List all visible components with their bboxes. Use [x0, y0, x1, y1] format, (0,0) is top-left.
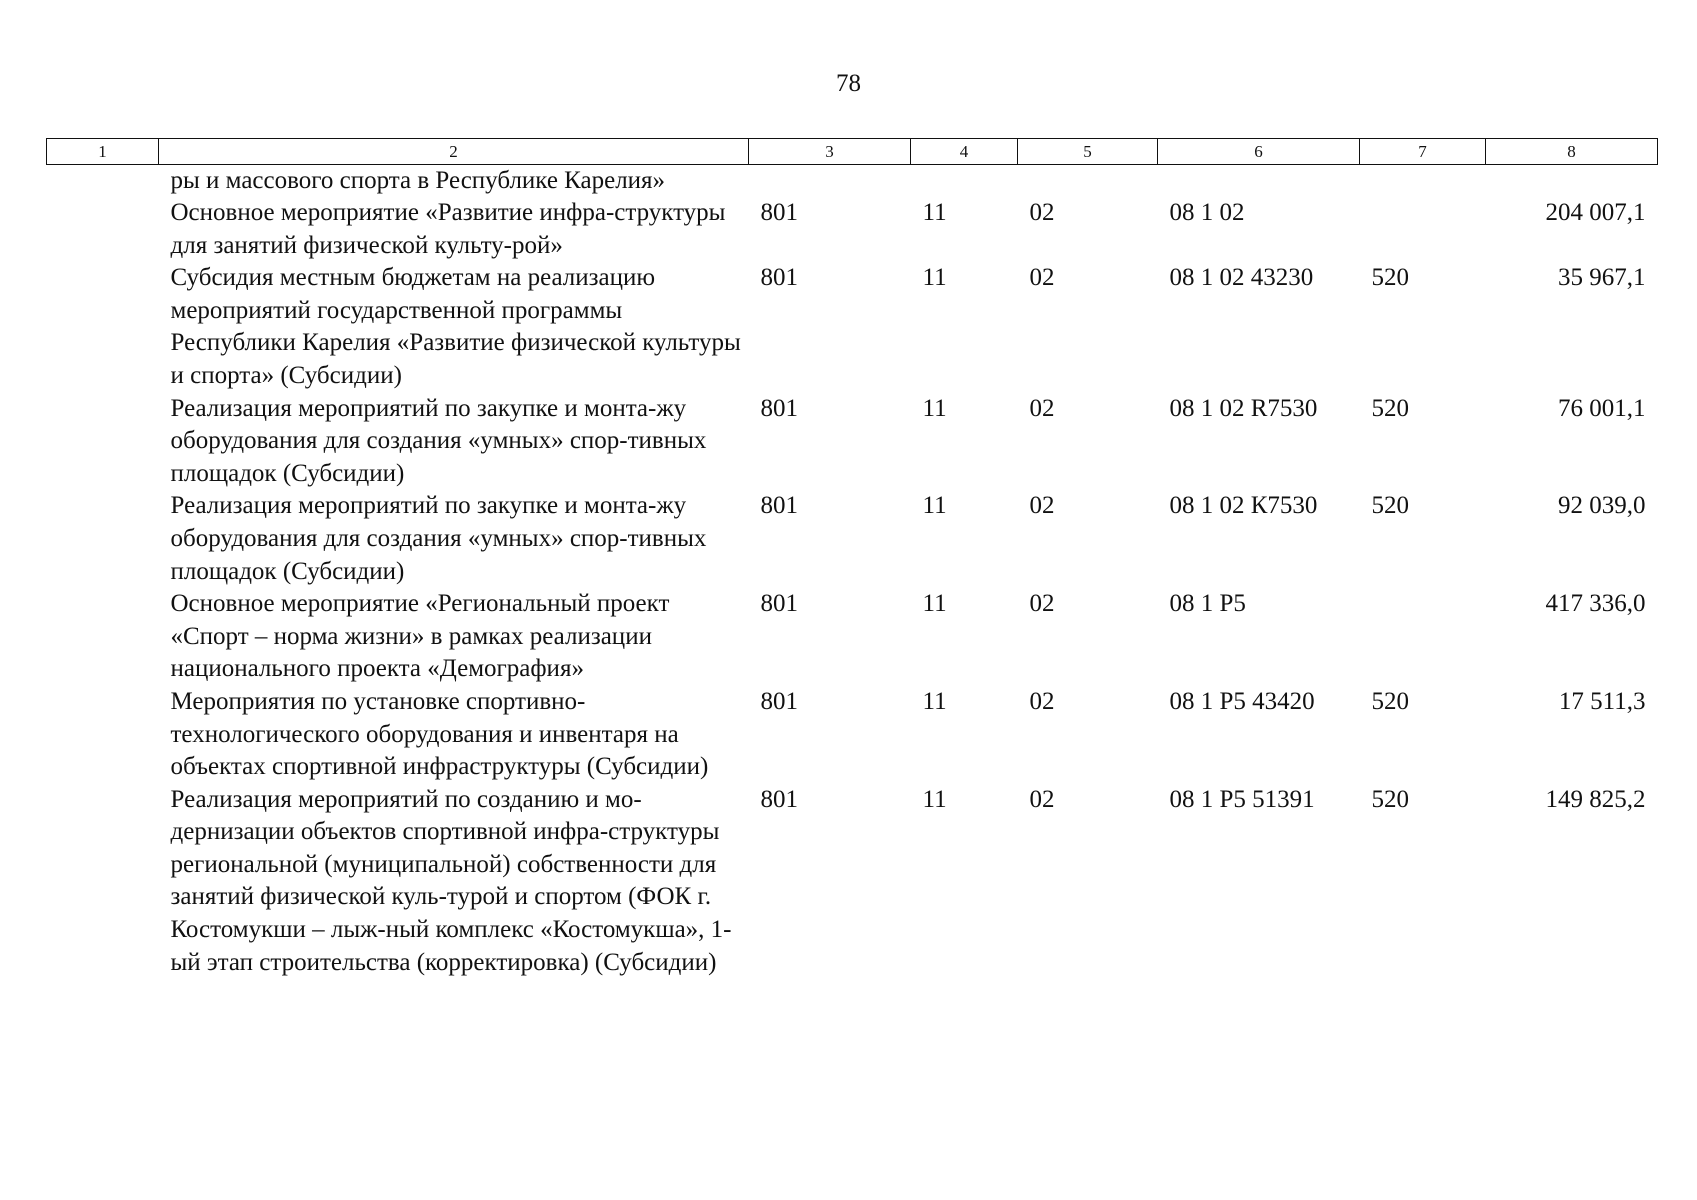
table-row	[47, 262, 1658, 392]
cell-col7	[1360, 197, 1486, 262]
cell-col5: 02	[1029, 492, 1055, 520]
cell-col4: 11	[922, 264, 947, 292]
row-description: Мероприятия по установке спортивно-технологического оборудования и инвентаря на объектах спортивной инфраструктуры (Субсидии)	[170, 687, 709, 781]
cell-amount: 92 039,0	[1558, 492, 1646, 520]
cell-col5: 02	[1029, 687, 1055, 715]
cell-col6: 08 1 02 К7530	[1169, 492, 1318, 520]
column-header: 5	[1018, 139, 1158, 165]
cell-col6: 08 1 P5 51391	[1169, 785, 1315, 813]
page-number: 78	[836, 70, 861, 97]
cell-col7: 520	[1371, 785, 1409, 813]
continuation-row	[47, 165, 1658, 198]
cell-col3: 801	[760, 264, 798, 292]
cell-col7: 520	[1371, 492, 1409, 520]
cell-col4: 11	[922, 394, 947, 422]
table-row	[47, 393, 1658, 491]
cell-col5: 02	[1029, 785, 1055, 813]
column-header: 7	[1360, 139, 1486, 165]
cell-col4: 11	[922, 687, 947, 715]
column-header: 2	[159, 139, 749, 165]
column-number-header-row	[47, 139, 1658, 165]
cell-amount: 204 007,1	[1545, 199, 1646, 226]
cell-amount: 417 336,0	[1545, 590, 1646, 618]
cell-amount: 149 825,2	[1545, 785, 1646, 813]
column-header: 8	[1486, 139, 1658, 165]
row-description: Основное мероприятие «Региональный проект «Спорт – норма жизни» в рамках реализации национального проекта «Демография»	[170, 590, 670, 683]
row-description: Реализация мероприятий по созданию и мо-дернизации объектов спортивной инфра-структуры региональной (муниципальной) собственности для занятий физической куль-турой и спортом (ФОК г. Костомукши – лыж-ный комплекс «Костомукша», 1-ый этап строительства (корректировка) (Субсидии)	[170, 785, 732, 976]
row-description: Реализация мероприятий по закупке и монта-жу оборудования для создания «умных» спор-тивных площадок (Субсидии)	[170, 394, 707, 487]
cell-col3: 801	[760, 394, 798, 422]
column-header: 3	[749, 139, 911, 165]
cell-col7: 520	[1371, 687, 1409, 715]
continuation-text: ры и массового спорта в Республике Карелия»	[170, 167, 666, 194]
column-header: 4	[911, 139, 1018, 165]
cell-col3: 801	[760, 785, 798, 813]
cell-col7	[1360, 588, 1486, 686]
cell-col6: 08 1 02 R7530	[1169, 394, 1318, 422]
cell-col7: 520	[1371, 394, 1409, 422]
cell-col4: 11	[922, 199, 947, 226]
cell-col4: 11	[922, 785, 947, 813]
cell-col6: 08 1 02 43230	[1169, 264, 1314, 292]
row-description: Основное мероприятие «Развитие инфра-структуры для занятий физической культу-рой»	[170, 199, 726, 259]
cell-col5: 02	[1029, 264, 1055, 292]
row-description: Субсидия местным бюджетам на реализацию мероприятий государственной программы Республики Карелия «Развитие физической культуры и спорта» (Субсидии)	[170, 264, 741, 389]
cell-amount: 17 511,3	[1558, 687, 1646, 715]
cell-col5: 02	[1029, 590, 1055, 618]
cell-col6: 08 1 P5	[1169, 590, 1246, 618]
table-row	[47, 686, 1658, 784]
cell-col3: 801	[760, 199, 798, 226]
cell-col3: 801	[760, 590, 798, 618]
cell-col3: 801	[760, 492, 798, 520]
table-row	[47, 197, 1658, 262]
row-description: Реализация мероприятий по закупке и монта-жу оборудования для создания «умных» спор-тивных площадок (Субсидии)	[170, 492, 707, 585]
table-row	[47, 588, 1658, 686]
table-row	[47, 490, 1658, 588]
cell-col6: 08 1 02	[1169, 199, 1245, 226]
column-header: 6	[1158, 139, 1360, 165]
cell-col7: 520	[1371, 264, 1409, 292]
cell-col6: 08 1 P5 43420	[1169, 687, 1315, 715]
cell-amount: 76 001,1	[1558, 394, 1646, 422]
cell-col5: 02	[1029, 394, 1055, 422]
cell-col4: 11	[922, 492, 947, 520]
column-header: 1	[47, 139, 159, 165]
budget-table	[46, 138, 1658, 979]
table-row	[47, 784, 1658, 980]
cell-col4: 11	[922, 590, 947, 618]
cell-col3: 801	[760, 687, 798, 715]
cell-col5: 02	[1029, 199, 1055, 226]
cell-amount: 35 967,1	[1558, 264, 1646, 292]
